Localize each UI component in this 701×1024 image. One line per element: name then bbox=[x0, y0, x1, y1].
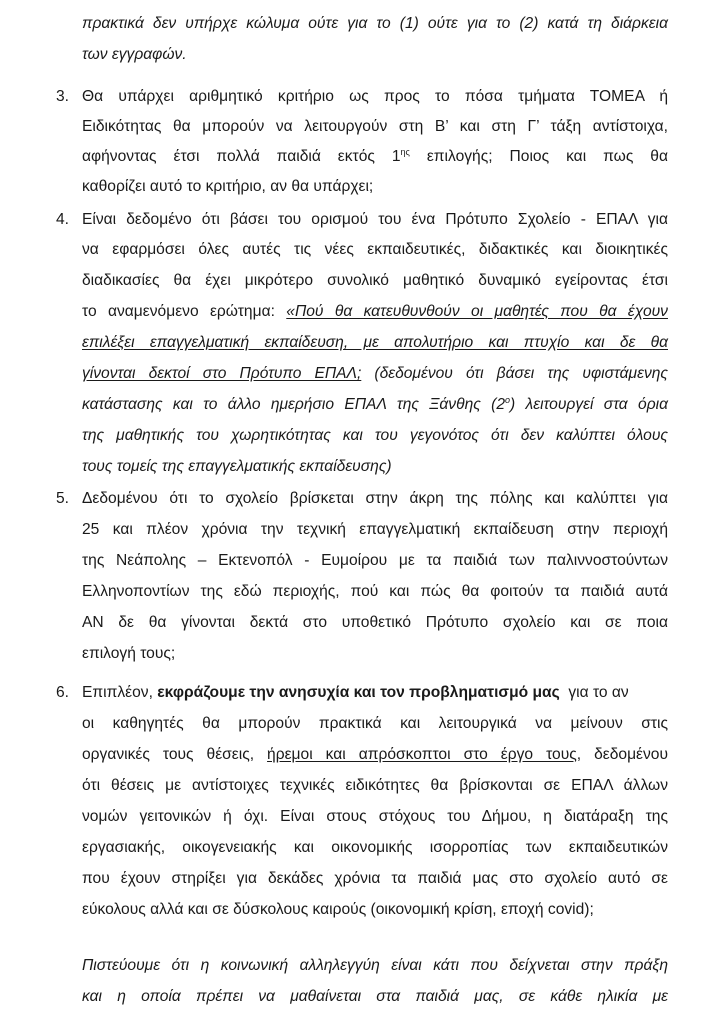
text-run: οργανικές τους θέσεις, bbox=[82, 746, 268, 763]
text-run: αφήνοντας έτσι πολλά παιδιά εκτός 1 bbox=[82, 148, 401, 165]
paragraph-line bbox=[82, 302, 668, 322]
paragraph-line: πρακτικά δεν υπήρχε κώλυμα ούτε για το (1) ούτε για το (2) κατά τη διάρκεια bbox=[82, 15, 668, 32]
underlined-question: γίνονται δεκτοί στο Πρότυπο ΕΠΑΛ; bbox=[82, 365, 362, 382]
superscript: ης bbox=[400, 146, 410, 157]
underlined-question: «Πού θα κατευθυνθούν οι μαθητές που θα έχουν bbox=[286, 303, 668, 320]
paragraph-line: ότι θέσεις με αντίστοιχες τεχνικές ειδικότητες θα βρίσκονται σε ΕΠΑΛ άλλων bbox=[82, 777, 668, 794]
paragraph-line: εργασιακής, οικογενειακής και οικονομικής ισορροπίας των εκπαιδευτικών bbox=[82, 839, 668, 856]
paragraph-line: νομών γειτονικών ή όχι. Είναι στους στόχους του Δήμου, η διατάραξη της bbox=[82, 808, 668, 825]
paragraph-line: Πιστεύουμε ότι η κοινωνική αλληλεγγύη είναι κάτι που δείχνεται στην πράξη bbox=[82, 957, 668, 974]
text-run: για το αν bbox=[559, 684, 629, 701]
paragraph-line: Είναι δεδομένο ότι βάσει του ορισμού του ένα Πρότυπο Σχολείο - ΕΠΑΛ για bbox=[82, 211, 668, 228]
paragraph-line: Θα υπάρχει αριθμητικό κριτήριο ως προς το πόσα τμήματα ΤΟΜΕΑ ή bbox=[82, 88, 668, 105]
paragraph-line: τους τομείς της επαγγελματικής εκπαίδευσης) bbox=[82, 458, 392, 475]
paragraph-line: διαδικασίες θα έχει μικρότερο συνολικό μαθητικό δυναμικό εγείροντας έτσι bbox=[82, 272, 668, 289]
text-run: , δεδομένου bbox=[576, 746, 668, 763]
text-run: ) λειτουργεί στα όρια bbox=[510, 396, 668, 413]
paragraph-line: που έχουν στηρίξει για δεκάδες χρόνια τα παιδιά μας στο σχολείο αυτό σε bbox=[82, 870, 668, 887]
text-run: επιλογής; Ποιος και πως θα bbox=[409, 148, 668, 165]
text-run: Επιπλέον, bbox=[82, 684, 158, 701]
paragraph-line: και η οποία πρέπει να μαθαίνεται στα παιδιά μας, σε κάθε ηλικία με bbox=[82, 988, 668, 1005]
paragraph-line: Ελληνοποντίων της εδώ περιοχής, πού και πώς θα φοιτούν τα παιδιά αυτά bbox=[82, 583, 668, 600]
paragraph-line: Δεδομένου ότι το σχολείο βρίσκεται στην άκρη της πόλης και καλύπτει για bbox=[82, 490, 668, 507]
paragraph-line: της μαθητικής του χωρητικότητας και του γεγονότος ότι δεν καλύπτει όλους bbox=[82, 427, 668, 444]
paragraph-line bbox=[82, 395, 668, 415]
list-number: 6. bbox=[56, 684, 70, 701]
paragraph-line: εύκολους αλλά και σε δύσκολους καιρούς (οικονομική κρίση, εποχή covid); bbox=[82, 901, 594, 918]
paragraph-line: να εφαρμόσει όλες αυτές τις νέες εκπαιδευτικές, διδακτικές και διοικητικές bbox=[82, 241, 668, 258]
list-number: 4. bbox=[56, 211, 70, 228]
paragraph-line bbox=[82, 683, 668, 703]
list-number: 3. bbox=[56, 88, 70, 105]
paragraph-line: καθορίζει αυτό το κριτήριο, αν θα υπάρχει; bbox=[82, 178, 374, 195]
superscript: ο bbox=[505, 394, 511, 405]
paragraph-line: ΑΝ δε θα γίνονται δεκτά στο υποθετικό Πρότυπο σχολείο και σε ποια bbox=[82, 614, 668, 631]
list-number: 5. bbox=[56, 490, 70, 507]
paragraph-line: οι καθηγητές θα μπορούν πρακτικά και λειτουργικά να μείνουν στις bbox=[82, 715, 668, 732]
paragraph-line: 25 και πλέον χρόνια την τεχνική επαγγελματική εκπαίδευση στην περιοχή bbox=[82, 521, 668, 538]
text-run: το αναμενόμενο ερώτημα: bbox=[82, 303, 287, 320]
paragraph-line: των εγγραφών. bbox=[82, 46, 187, 63]
paragraph-line: Ειδικότητας θα μπορούν να λειτουργούν στη Β’ και στη Γ’ τάξη αντίστοιχα, bbox=[82, 118, 668, 135]
paragraph-line: επιλογή τους; bbox=[82, 645, 176, 662]
paragraph-line: επιλέξει επαγγελματική εκπαίδευση, με απολυτήριο και πτυχίο και δε θα bbox=[82, 334, 668, 351]
paragraph-line bbox=[82, 745, 668, 765]
paragraph-line: της Νεάπολης – Εκτενοπόλ - Ευμοίρου με τα παιδιά των παλιννοστούντων bbox=[82, 552, 668, 569]
paragraph-line bbox=[82, 364, 668, 384]
text-run: (δεδομένου ότι βάσει της υφιστάμενης bbox=[361, 365, 668, 382]
bold-statement: εκφράζουμε την ανησυχία και τον προβληματισμό μας bbox=[157, 684, 560, 701]
underlined-phrase: ήρεμοι και απρόσκοπτοι στο έργο τους bbox=[267, 746, 577, 763]
paragraph-line bbox=[82, 147, 668, 167]
text-run: κατάστασης και το άλλο ημερήσιο ΕΠΑΛ της Ξάνθης (2 bbox=[82, 396, 506, 413]
